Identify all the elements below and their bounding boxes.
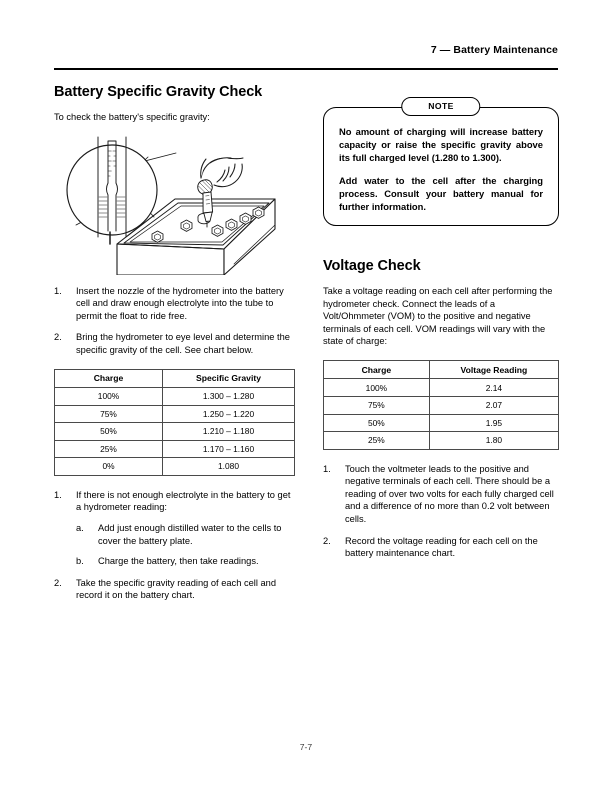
hydrometer-barrel xyxy=(203,192,213,213)
note-box-label: NOTE xyxy=(401,97,480,116)
note-paragraph: No amount of charging will increase battery capacity or raise the specific gravity above its full charged level (1.280 to 1.300). xyxy=(339,126,543,163)
sub-list-item xyxy=(76,522,295,547)
left-column xyxy=(54,84,295,602)
cell-charge: 25% xyxy=(324,432,430,450)
hydrometer-battery-figure xyxy=(54,133,295,275)
cell-cap xyxy=(152,231,163,242)
list-marker: 2. xyxy=(54,577,62,588)
page-title: Battery Specific Gravity Check xyxy=(54,84,263,100)
list-marker: 1. xyxy=(54,489,62,500)
list-item xyxy=(54,577,295,602)
table-row xyxy=(55,423,295,441)
list-marker: 1. xyxy=(323,463,331,474)
table-row xyxy=(55,387,295,405)
sub-list-item-text: Add just enough distilled water to the cells to cover the battery plate. xyxy=(98,523,282,546)
column-header-voltage-reading: Voltage Reading xyxy=(429,360,558,378)
intro-paragraph-left: To check the battery's specific gravity: xyxy=(54,112,210,122)
cell-gravity: 1.080 xyxy=(163,458,295,476)
voltage-check-title: Voltage Check xyxy=(323,258,421,274)
sub-list-marker: a. xyxy=(76,523,84,534)
table-row xyxy=(324,396,559,414)
cell-charge: 75% xyxy=(324,396,430,414)
cell-charge: 100% xyxy=(55,387,163,405)
cell-voltage: 2.14 xyxy=(429,379,558,397)
voltage-steps-list xyxy=(323,463,559,560)
list-item-text: Record the voltage reading for each cell on the battery maintenance chart. xyxy=(345,535,538,559)
cell-cap xyxy=(181,220,192,231)
list-item-text: Insert the nozzle of the hydrometer into the battery cell and draw enough electrolyte into the tube to permit the float to ride free. xyxy=(76,285,284,321)
column-header-specific-gravity: Specific Gravity xyxy=(163,369,295,387)
table-row xyxy=(55,440,295,458)
specific-gravity-table xyxy=(54,369,295,476)
note-paragraph: Add water to the cell after the charging process. Consult your battery manual for further information. xyxy=(339,175,543,212)
list-item-text: Touch the voltmeter leads to the positive and negative terminals of each cell. There should be a reading of over two volts for each fully charged cell and a difference of no more than 0.2 volt between cells. xyxy=(345,463,554,525)
cell-cap xyxy=(253,207,264,218)
column-header-charge: Charge xyxy=(55,369,163,387)
cell-charge: 75% xyxy=(55,405,163,423)
cell-charge: 25% xyxy=(55,440,163,458)
note-box xyxy=(323,101,559,226)
list-marker: 2. xyxy=(323,535,331,546)
sub-list-item xyxy=(76,555,295,568)
sub-list-marker: b. xyxy=(76,556,84,567)
list-item xyxy=(54,489,295,568)
table-row xyxy=(55,458,295,476)
cell-cap xyxy=(212,225,223,236)
sub-list-item-text: Charge the battery, then take readings. xyxy=(98,556,259,567)
cell-cap xyxy=(226,219,237,230)
voltage-reading-table xyxy=(323,360,559,450)
cell-charge: 50% xyxy=(324,414,430,432)
substeps-list xyxy=(76,522,295,568)
list-marker: 1. xyxy=(54,285,62,296)
cell-charge: 50% xyxy=(55,423,163,441)
list-item xyxy=(323,463,559,526)
list-item-text: Take the specific gravity reading of each cell and record it on the battery chart. xyxy=(76,577,276,601)
magnifier-circle xyxy=(67,145,157,235)
header-rule xyxy=(54,68,558,70)
cell-gravity: 1.300 – 1.280 xyxy=(163,387,295,405)
right-column xyxy=(323,96,559,560)
cell-gravity: 1.170 – 1.160 xyxy=(163,440,295,458)
table-header-row xyxy=(324,360,559,378)
cell-charge: 0% xyxy=(55,458,163,476)
list-item-text: If there is not enough electrolyte in the battery to get a hydrometer reading: xyxy=(76,489,291,513)
cell-voltage: 1.80 xyxy=(429,432,558,450)
list-item xyxy=(323,535,559,560)
table-row xyxy=(55,405,295,423)
cell-cap xyxy=(240,213,251,224)
table-row xyxy=(324,432,559,450)
page-footer: 7-7 xyxy=(299,742,313,752)
electrolyte-steps-list xyxy=(54,489,295,602)
cell-gravity: 1.210 – 1.180 xyxy=(163,423,295,441)
running-header: 7 — Battery Maintenance xyxy=(430,44,558,56)
cell-voltage: 2.07 xyxy=(429,396,558,414)
table-row xyxy=(324,379,559,397)
list-item xyxy=(54,285,295,323)
list-marker: 2. xyxy=(54,332,62,343)
gravity-steps-list xyxy=(54,285,295,357)
list-item-text: Bring the hydrometer to eye level and determine the specific gravity of the cell. See chart below. xyxy=(76,332,290,355)
column-header-charge: Charge xyxy=(324,360,430,378)
cell-charge: 100% xyxy=(324,379,430,397)
cell-gravity: 1.250 – 1.220 xyxy=(163,405,295,423)
table-row xyxy=(324,414,559,432)
list-item xyxy=(54,331,295,356)
intro-paragraph-right: Take a voltage reading on each cell after performing the hydrometer check. Connect the leads of a Volt/Ohmmeter (VOM) to the positive and negative terminals of each cell. VOM readings will vary with the state of charge: xyxy=(323,286,553,347)
table-header-row xyxy=(55,369,295,387)
battery-illustration-svg xyxy=(54,133,295,275)
cell-voltage: 1.95 xyxy=(429,414,558,432)
